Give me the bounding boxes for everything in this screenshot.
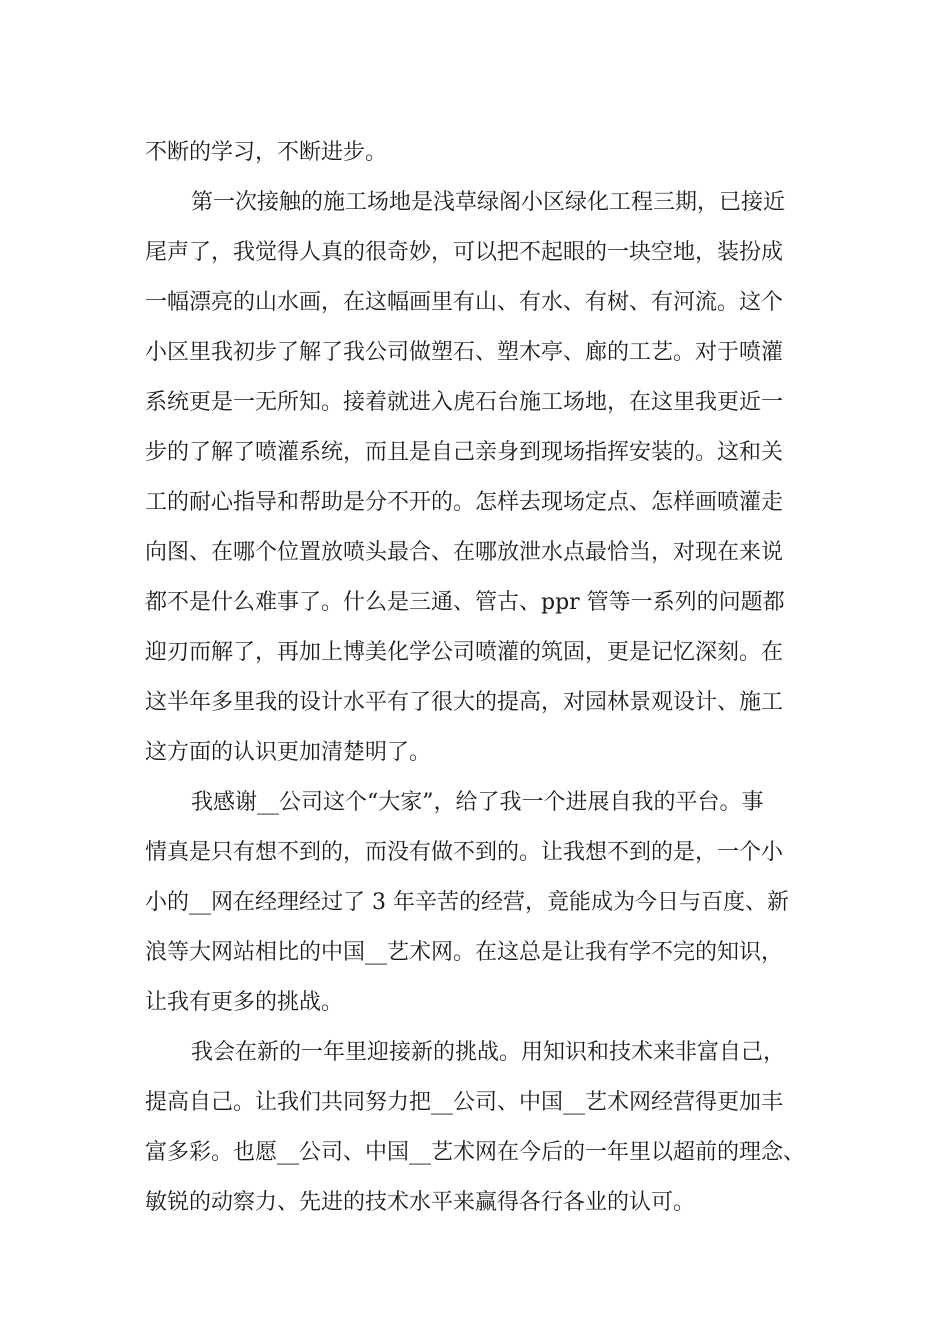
paragraph-line: 情真是只有想不到的，而没有做不到的。让我想不到的是，一个小 [145, 840, 784, 865]
paragraph-line: 浪等大网站相比的中国__艺术网。在这总是让我有学不完的知识， [145, 940, 784, 965]
paragraph-line: 一幅漂亮的山水画，在这幅画里有山、有水、有树、有河流。这个 [145, 290, 784, 315]
paragraph-line: 步的了解了喷灌系统，而且是自己亲身到现场指挥安装的。这和关 [145, 440, 784, 465]
paragraph-line: 向图、在哪个位置放喷头最合、在哪放泄水点最恰当，对现在来说 [145, 540, 784, 565]
paragraph-line: 敏锐的动察力、先进的技术水平来赢得各行各业的认可。 [145, 1190, 696, 1215]
document-body [145, 128, 825, 1228]
paragraph-line: 让我有更多的挑战。 [145, 990, 344, 1015]
paragraph-line: 这方面的认识更加清楚明了。 [145, 740, 432, 765]
paragraph-line: 这半年多里我的设计水平有了很大的提高，对园林景观设计、施工 [145, 690, 784, 715]
paragraph-line: 都不是什么难事了。什么是三通、管古、ppr 管等一系列的问题都 [145, 590, 785, 615]
paragraph-3 [145, 778, 825, 1028]
paragraph-2 [145, 178, 825, 778]
paragraph-line: 小区里我初步了解了我公司做塑石、塑木亭、廊的工艺。对于喷灌 [145, 340, 784, 365]
paragraph-line: 小的__网在经理经过了 3 年辛苦的经营，竟能成为今日与百度、新 [145, 890, 789, 915]
paragraph-1 [145, 128, 825, 178]
paragraph-4 [145, 1028, 825, 1228]
paragraph-line: 我感谢__公司这个“大家”，给了我一个进展自我的平台。事 [191, 790, 764, 815]
paragraph-line: 我会在新的一年里迎接新的挑战。用知识和技术来非富自己， [191, 1040, 786, 1065]
paragraph-line: 第一次接触的施工场地是浅草绿阁小区绿化工程三期，已接近 [191, 190, 786, 215]
paragraph-line: 不断的学习，不断进步。 [145, 140, 388, 165]
paragraph-line: 系统更是一无所知。接着就进入虎石台施工场地，在这里我更近一 [145, 390, 784, 415]
paragraph-line: 迎刃而解了，再加上博美化学公司喷灌的筑固，更是记忆深刻。在 [145, 640, 784, 665]
paragraph-line: 富多彩。也愿__公司、中国__艺术网在今后的一年里以超前的理念、 [145, 1140, 806, 1165]
paragraph-line: 尾声了，我觉得人真的很奇妙，可以把不起眼的一块空地，装扮成 [145, 240, 784, 265]
paragraph-line: 提高自己。让我们共同努力把__公司、中国__艺术网经营得更加丰 [145, 1090, 784, 1115]
paragraph-line: 工的耐心指导和帮助是分不开的。怎样去现场定点、怎样画喷灌走 [145, 490, 784, 515]
